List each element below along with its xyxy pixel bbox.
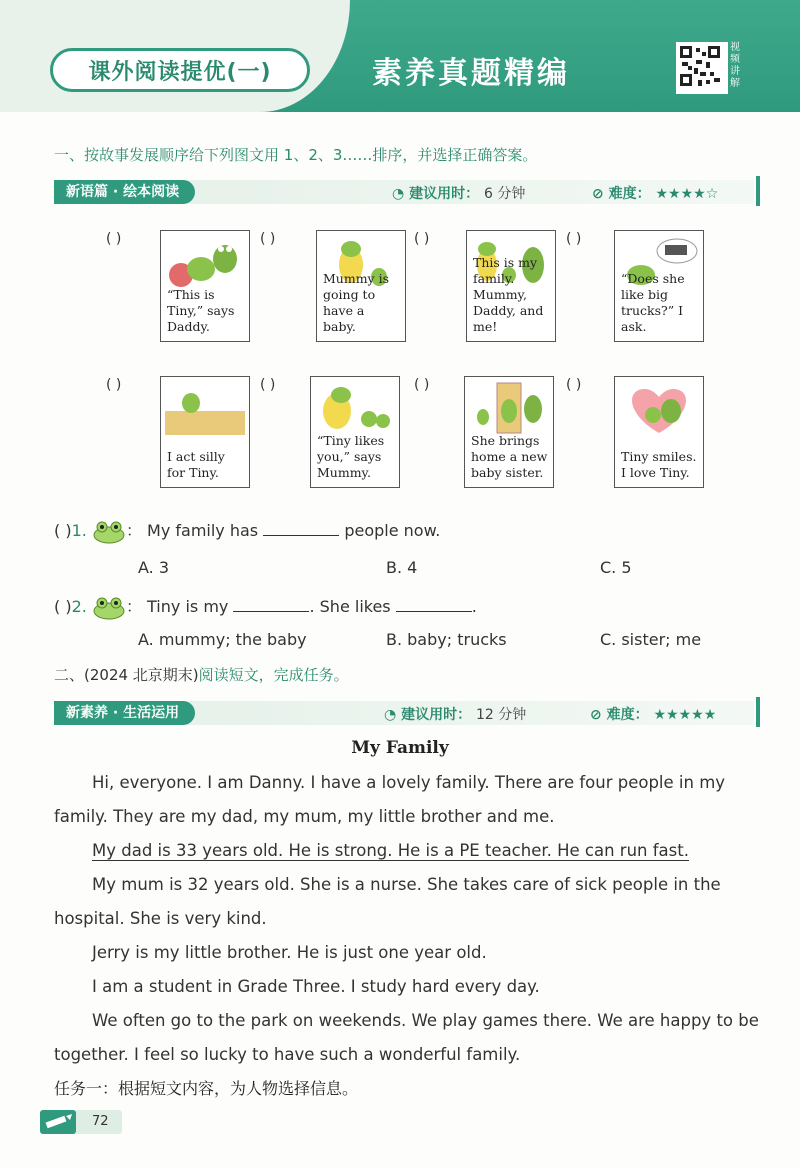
question-2 <box>54 594 477 620</box>
pencil-icon <box>40 1110 76 1134</box>
panel-caption: “This is Tiny,” says Daddy. <box>167 287 235 334</box>
order-answer-2[interactable]: ( ) <box>260 231 276 247</box>
question-text-end: people now. <box>344 521 441 540</box>
frog-head-icon <box>92 596 126 620</box>
story-panel-8 <box>614 376 704 488</box>
section2-difficulty <box>590 704 716 724</box>
story-panel-2 <box>316 230 406 342</box>
question-1 <box>54 518 440 544</box>
difficulty-label: 难度： <box>608 186 651 202</box>
q1-option-b[interactable]: B. 4 <box>386 558 418 577</box>
section1-instruction: 一、按故事发展顺序给下列图文用 1、2、3……排序，并选择正确答案。 <box>54 146 538 164</box>
answer-paren[interactable]: ( ) <box>54 521 72 540</box>
qr-code-icon[interactable] <box>676 42 728 94</box>
order-answer-4[interactable]: ( ) <box>566 231 582 247</box>
q1-option-a[interactable]: A. 3 <box>138 558 170 577</box>
section2-time <box>384 704 526 724</box>
section2-tag: 新素养 · 生活运用 <box>54 701 195 725</box>
time-label: 建议用时： <box>401 707 472 723</box>
story-panel-5 <box>160 376 250 488</box>
passage-line-5: hospital. She is very kind. <box>54 909 267 928</box>
order-answer-7[interactable]: ( ) <box>414 377 430 393</box>
clock-icon: ◔ <box>384 707 397 723</box>
section1-bar <box>756 176 760 206</box>
series-title: 素养真题精编 <box>372 56 570 91</box>
section2-bar <box>756 697 760 727</box>
order-answer-3[interactable]: ( ) <box>414 231 430 247</box>
panel-caption: Mummy is going to have a baby. <box>323 271 390 334</box>
answer-blank-2[interactable] <box>396 597 472 612</box>
q2-option-b[interactable]: B. baby; trucks <box>386 630 507 649</box>
passage-title: My Family <box>351 738 449 758</box>
difficulty-label: 难度： <box>606 707 649 723</box>
panel-caption: “Tiny likes you,” says Mummy. <box>317 433 385 480</box>
story-panel-3 <box>466 230 556 342</box>
silly-frog-illustration <box>165 381 245 435</box>
q1-option-c[interactable]: C. 5 <box>600 558 632 577</box>
time-value: 12 分钟 <box>475 707 527 723</box>
passage-line-6: Jerry is my little brother. He is just one year old. <box>92 943 487 962</box>
answer-paren[interactable]: ( ) <box>54 597 72 616</box>
passage-line-3 <box>92 834 689 868</box>
question-text-middle: . She likes <box>309 597 391 616</box>
story-panel-6 <box>310 376 400 488</box>
question-text: ： My family has <box>125 521 259 540</box>
passage-line-4: My mum is 32 years old. She is a nurse. She takes care of sick people in the <box>92 875 721 894</box>
mummy-and-baby-illustration <box>315 381 395 435</box>
story-panel-1 <box>160 230 250 342</box>
story-panel-4 <box>614 230 704 342</box>
order-answer-5[interactable]: ( ) <box>106 377 122 393</box>
door-arrival-illustration <box>469 381 549 435</box>
passage-line-8: We often go to the park on weekends. We play games there. We are happy to be <box>92 1011 759 1030</box>
passage-line-2: family. They are my dad, my mum, my little brother and me. <box>54 807 555 826</box>
q2-option-a[interactable]: A. mummy; the baby <box>138 630 307 649</box>
order-answer-8[interactable]: ( ) <box>566 377 582 393</box>
passage-line-1: Hi, everyone. I am Danny. I have a lovely family. There are four people in my <box>92 773 726 792</box>
story-panel-7 <box>464 376 554 488</box>
frog-family-illustration <box>165 235 245 289</box>
panel-caption: This is my family. Mummy, Daddy, and me! <box>473 255 544 334</box>
question-text-end: . <box>471 597 477 616</box>
section2-source: 二、(2024 北京期末) <box>54 666 199 684</box>
check-circle-icon: ⊘ <box>592 186 604 202</box>
panel-caption: I act silly for Tiny. <box>167 449 225 480</box>
panel-caption: Tiny smiles. I love Tiny. <box>621 449 697 480</box>
panel-caption: She brings home a new baby sister. <box>471 433 548 480</box>
q2-option-c[interactable]: C. sister; me <box>600 630 702 649</box>
section1-time <box>392 183 525 203</box>
answer-blank-1[interactable] <box>233 597 309 612</box>
frog-head-icon <box>92 520 126 544</box>
time-label: 建议用时： <box>409 186 480 202</box>
section1-difficulty <box>592 183 718 203</box>
difficulty-stars: ★★★★★ <box>653 707 717 723</box>
passage-line-7: I am a student in Grade Three. I study hard every day. <box>92 977 540 996</box>
underlined-sentence: My dad is 33 years old. He is strong. He is a PE teacher. He can run fast. <box>92 841 689 860</box>
answer-blank[interactable] <box>263 521 339 536</box>
section2-task: 阅读短文，完成任务。 <box>198 666 349 684</box>
video-explanation-label: 视频讲解 <box>730 42 740 89</box>
difficulty-stars: ★★★★☆ <box>655 186 719 202</box>
question-number: 1. <box>71 521 87 540</box>
task-one-instruction: 任务一：根据短文内容，为人物选择信息。 <box>54 1079 359 1098</box>
question-text: ： Tiny is my <box>125 597 229 616</box>
question-number: 2. <box>71 597 87 616</box>
passage-line-9: together. I feel so lucky to have such a wonderful family. <box>54 1045 521 1064</box>
order-answer-1[interactable]: ( ) <box>106 231 122 247</box>
clock-icon: ◔ <box>392 186 405 202</box>
panel-caption: “Does she like big trucks?” I ask. <box>621 271 685 334</box>
section1-tag: 新语篇 · 绘本阅读 <box>54 180 195 204</box>
check-circle-icon: ⊘ <box>590 707 602 723</box>
order-answer-6[interactable]: ( ) <box>260 377 276 393</box>
heart-hug-illustration <box>619 381 699 435</box>
page-number: 72 <box>92 1114 109 1129</box>
section2-instruction <box>54 664 349 685</box>
chapter-title: 课外阅读提优(一) <box>50 48 310 92</box>
time-value: 6 分钟 <box>483 186 526 202</box>
